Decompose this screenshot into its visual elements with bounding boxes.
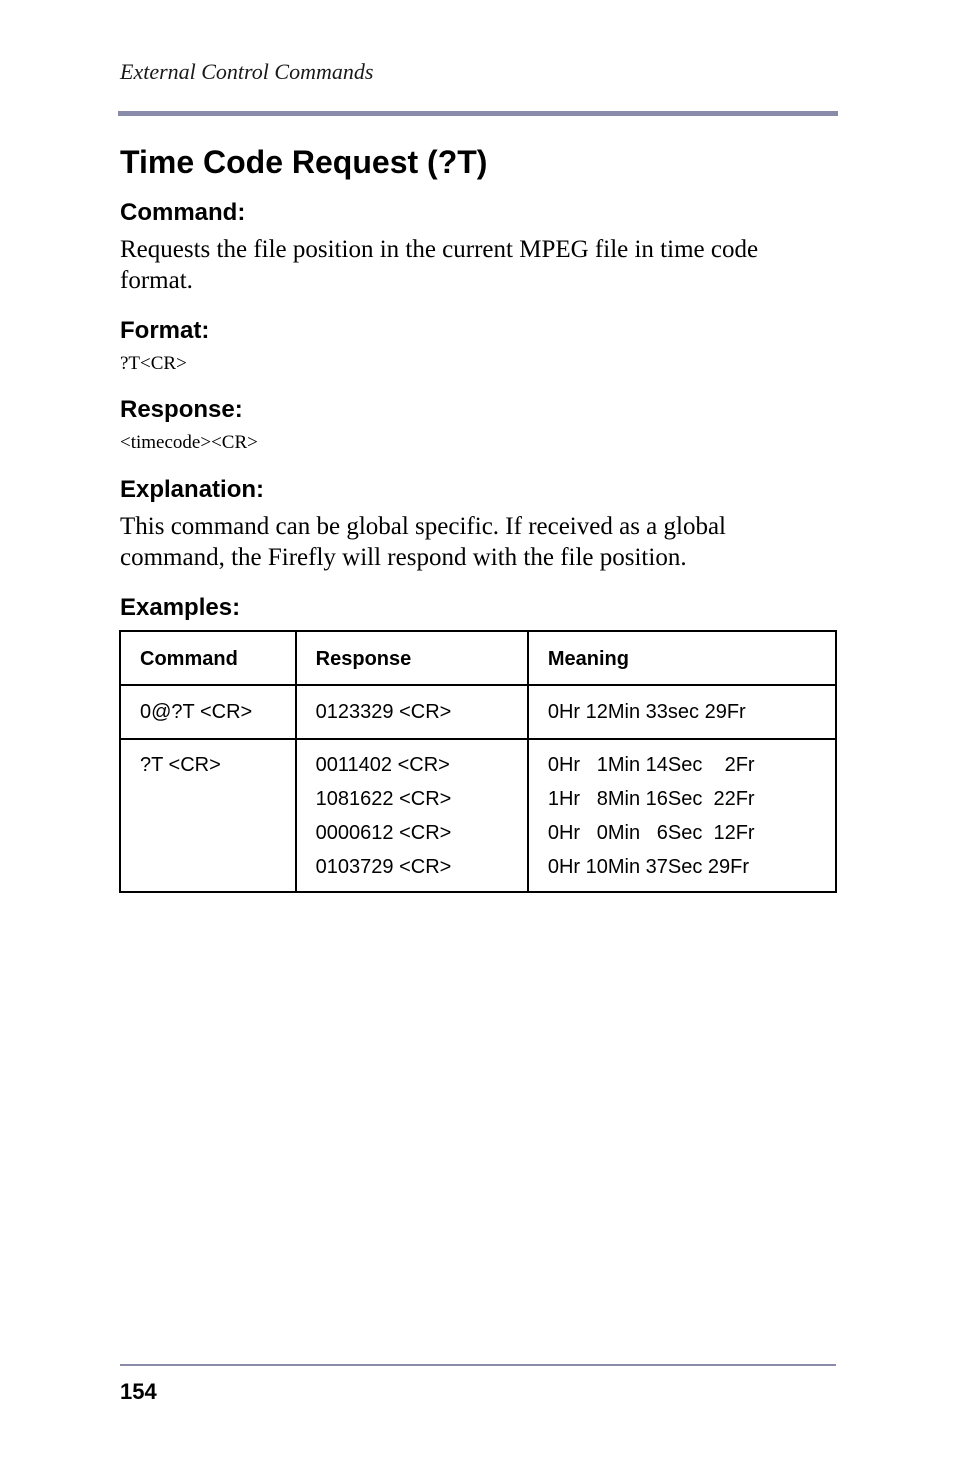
- explanation-text: This command can be global specific. If received as a global command, the Firefly will respond with the file position.: [120, 513, 727, 571]
- response-value: 0123329 <CR>: [315, 701, 452, 723]
- response-heading: Response:: [120, 396, 243, 423]
- format-syntax: ?T<CR>: [120, 353, 187, 374]
- column-header-response: Response: [296, 631, 528, 685]
- running-header: External Control Commands: [120, 59, 374, 84]
- table-row: [120, 685, 836, 739]
- command-cell: [120, 685, 296, 739]
- column-header-command: Command: [120, 631, 296, 685]
- response-value: 0011402 <CR>: [315, 754, 450, 776]
- meaning-cell: [528, 739, 836, 892]
- response-syntax: <timecode><CR>: [120, 432, 258, 453]
- response-value: 0000612 <CR>: [315, 822, 452, 844]
- meaning-value: 0Hr 1Min 14Sec 2Fr: [547, 754, 755, 776]
- meaning-value: 1Hr 8Min 16Sec 22Fr: [547, 788, 755, 810]
- command-value: 0@?T <CR>: [140, 701, 253, 723]
- format-heading: Format:: [120, 317, 210, 344]
- command-description: Requests the file position in the current MPEG file in time code format.: [120, 236, 759, 294]
- response-cell: [296, 685, 528, 739]
- page-title: Time Code Request (?T): [120, 144, 488, 180]
- table-header-row: [120, 631, 836, 685]
- header-rule: [118, 111, 838, 116]
- meaning-value: 0Hr 0Min 6Sec 12Fr: [547, 822, 755, 844]
- command-value: ?T <CR>: [140, 754, 221, 776]
- examples-heading: Examples:: [120, 594, 241, 621]
- meaning-cell: [528, 685, 836, 739]
- table-row: [120, 739, 836, 892]
- response-value: 0103729 <CR>: [315, 856, 452, 878]
- response-cell: [296, 739, 528, 892]
- meaning-value: 0Hr 10Min 37Sec 29Fr: [547, 856, 750, 878]
- response-value: 1081622 <CR>: [315, 788, 452, 810]
- explanation-heading: Explanation:: [120, 476, 265, 503]
- examples-table: [119, 630, 837, 893]
- command-heading: Command:: [120, 199, 246, 226]
- page-number: 154: [120, 1379, 157, 1404]
- command-cell: [120, 739, 296, 892]
- footer-rule: [120, 1364, 836, 1366]
- meaning-value: 0Hr 12Min 33sec 29Fr: [547, 701, 746, 723]
- column-header-meaning: Meaning: [528, 631, 836, 685]
